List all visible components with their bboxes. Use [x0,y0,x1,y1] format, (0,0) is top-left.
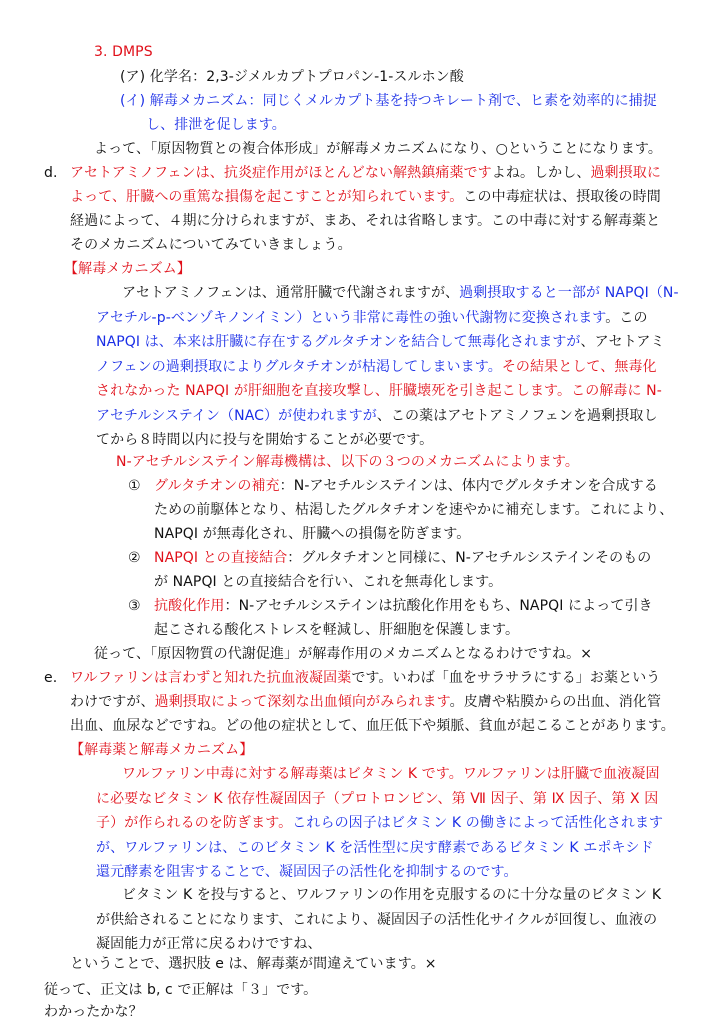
e-para2-line: が供給されることになります、これにより、凝固因子の活性化サイクルが回復し、血液の [96,911,658,928]
section-d-paragraph [0,281,724,453]
text-segment: アセチルシステイン（NAC）が使われますが [96,407,377,424]
closing-question: わかったかな？ [44,1004,143,1020]
section-e-line1 [70,666,724,691]
d-para-line [0,404,724,429]
d-para-line [0,379,724,404]
seg: この中毒症状は、摂取後の時間 [463,189,661,205]
e-para-line [0,860,724,885]
section-e-bracket-heading: 【解毒薬と解毒メカニズム】 [70,742,254,758]
seg: アセトアミノフェンは、抗炎症作用がほとんどない解熱鎮痛薬です [70,165,492,181]
section-e-paragraph-2 [0,883,724,957]
nac-mechanism-heading: N-アセチルシステイン解毒機構は、以下の３つのメカニズムによります。 [116,454,579,470]
seg: です。いわば「血をサラサラにする」お薬という [351,670,661,686]
section-e-conclusion: ということで、選択肢 e は、解毒薬が間違えています。× [70,956,437,972]
text-segment: アセトアミノフェンは、通常肝臓で代謝されますが、 [122,285,460,301]
text-segment: に必要なビタミン K 依存性凝固因子（プロトロンビン、第 Ⅶ 因子、第 Ⅸ 因子、第 X 因 [96,790,659,807]
seg: ワルファリンは言わずと知れた抗血液凝固薬 [70,670,352,686]
e-para-line [0,787,724,812]
section-e-marker: e. [44,670,58,686]
text-segment: その結果として、無毒化 [501,358,657,375]
d-para-line [0,281,724,306]
text-segment: 、アセトアミ [580,334,665,350]
section-d-line3: 経過によって、４期に分けられますが、まあ、それは省略します。この中毒に対する解毒薬と [70,213,661,229]
item-label: グルタチオンの補充 [154,478,280,494]
nac-item-2: ② NAPQI との直接結合：グルタチオンと同様に、N-アセチルシステインそのもの [128,546,724,571]
text-segment: アセチル-p-ベンゾキノンイミン）という非常に毒性の強い代謝物に変換されます [96,309,606,326]
e-para-line [0,836,724,861]
e-para2-line: 凝固能力が正常に戻るわけですね、 [96,936,322,952]
text-segment: てから８時間以内に投与を開始することが必要です。 [96,432,434,448]
e-para2-line: ビタミン K を投与すると、ワルファリンの作用を克服するのに十分な量のビタミン K [122,887,662,903]
text-segment: 過剰摂取すると一部が NAPQI（N- [459,285,679,301]
item-number: ② [128,550,141,566]
section-d-line1 [70,161,724,186]
e-para-line [0,762,724,787]
section-d-line2 [70,185,724,210]
dmps-mechanism-line1: (イ) 解毒メカニズム：同じくメルカプト基を持つキレート剤で、ヒ素を効率的に捕捉 [120,93,657,109]
text-segment: ノフェンの過剰摂取によりグルタチオンが枯渇してしまいます。 [96,358,502,375]
d-para-line [0,355,724,380]
item-label: 抗酸化作用 [154,598,225,614]
nac-item-1-line2: ための前駆体となり、枯渇したグルタチオンを速やかに補充します。これにより、 [154,502,674,518]
dmps-summary: よって、「原因物質との複合体形成」が解毒メカニズムになり、○ということになります。 [94,141,662,157]
section-d-marker: d. [44,165,58,181]
nac-item-2-line2: が NAPQI との直接結合を行い、これを無毒化します。 [154,574,503,590]
text-segment: これらの因子はビタミン K の働きによって活性化されます [292,815,664,831]
d-para-line [0,428,724,453]
text-segment: ワルファリン中毒に対する解毒薬はビタミン K です。ワルファリンは肝臓で血液凝固 [122,766,660,782]
section-e-paragraph-1 [0,762,724,885]
e-para-line [0,811,724,836]
seg: 過剰摂取に [590,165,661,181]
item-label: NAPQI との直接結合 [154,550,288,566]
text-segment: 還元酵素を阻害することで、凝固因子の活性化を抑制するのです。 [96,864,518,880]
text-segment: 。この [605,309,648,326]
section-e-line2 [70,690,724,715]
item-number: ① [128,478,141,494]
seg: わけですが、 [70,694,155,710]
text-segment: が、ワルファリンは、このビタミン K を活性型に戻す酵素であるビタミン K エポキシド [96,839,654,856]
nac-item-3-line2: 起こされる酸化ストレスを軽減し、肝細胞を保護します。 [154,622,520,638]
text-segment: されなかった NAPQI が肝細胞を直接攻撃し、肝臓壊死を引き起こします。 [96,383,572,399]
seg: よね。しかし、 [491,165,591,181]
dmps-heading: 3. DMPS [94,44,153,60]
d-para-line [0,306,724,331]
seg: 過剰摂取によって深刻な出血傾向がみられます [154,694,450,710]
nac-item-3: ③ 抗酸化作用：N-アセチルシステインは抗酸化作用をもち、NAPQI によって引き [128,594,724,619]
seg: 。皮膚や粘膜からの出血、消化管 [449,694,662,710]
nac-item-1-line3: NAPQI が無毒化され、肝臓への損傷を防ぎます。 [154,526,471,542]
text-segment: NAPQI は、本来は肝臓に存在するグルタチオンを結合して無毒化されますが [96,334,581,350]
section-d-line4: そのメカニズムについてみていきましょう。 [70,237,352,253]
text-segment: 子）が作られるのを防ぎます。 [96,815,293,831]
item-number: ③ [128,598,141,614]
section-d-conclusion: 従って、「原因物質の代謝促進」が解毒作用のメカニズムとなるわけですね。× [94,646,593,662]
dmps-chemical-name: (ア) 化学名：2,3-ジメルカプトプロパン-1-スルホン酸 [120,69,464,85]
section-e-line3: 出血、血尿などですね。どの他の症状として、血圧低下や頻脈、貧血が起こることがあります。 [70,718,675,734]
text-segment: 、この薬はアセトアミノフェンを過剰摂取し [376,407,658,424]
d-para-line [0,330,724,355]
seg: よって、肝臓への重篤な損傷を起こすことが知られています。 [70,189,464,205]
final-answer: 従って、正文は b, c で正解は「３」です。 [44,982,318,998]
nac-item-1: ① グルタチオンの補充：N-アセチルシステインは、体内でグルタチオンを合成する [128,474,724,499]
text-segment: この解毒に N- [571,383,662,399]
section-d-bracket-heading: 【解毒メカニズム】 [64,261,191,277]
dmps-mechanism-line2: し、排泄を促します。 [146,117,286,133]
